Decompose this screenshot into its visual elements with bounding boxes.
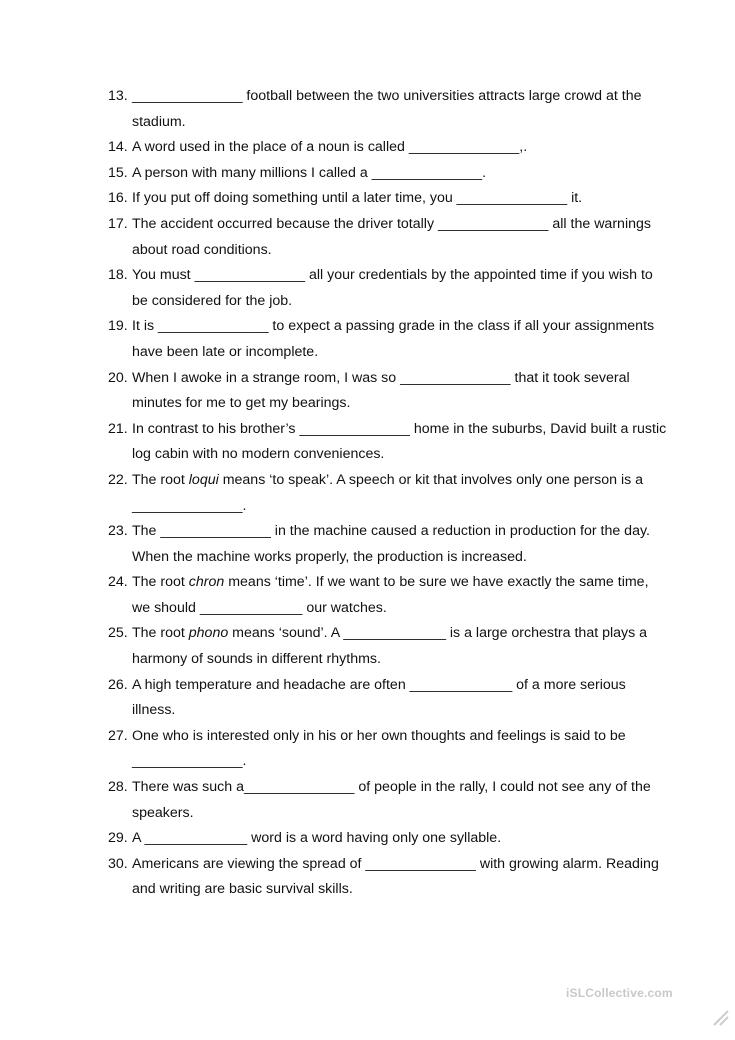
question-number: 18.: [108, 267, 128, 284]
question-text: When I awoke in a strange room, I was so ______________ that it took several minutes for me to get my bearings.: [132, 369, 630, 412]
question-26: [108, 673, 668, 724]
question-number: 16.: [108, 190, 128, 207]
question-number: 15.: [108, 164, 128, 181]
question-29: [108, 826, 668, 852]
watermark-text: iSLCollective.com: [566, 986, 673, 1000]
root-word: loqui: [188, 471, 219, 488]
question-20: [108, 366, 668, 417]
question-number: 19.: [108, 318, 128, 335]
corner-decoration-icon: [711, 1008, 731, 1028]
question-text-after: means ‘time’. If we want to be sure we have exactly the same time, we should _____________ our watches.: [132, 574, 649, 616]
question-text: There was such a______________ of people in the rally, I could not see any of the speakers.: [132, 779, 651, 821]
question-text-before: The root: [132, 471, 189, 488]
question-number: 17.: [108, 215, 128, 232]
question-number: 23.: [108, 523, 128, 540]
question-text: It is ______________ to expect a passing grade in the class if all your assignments have been late or incomplete.: [132, 318, 655, 360]
question-number: 24.: [108, 574, 128, 591]
question-number: 29.: [108, 830, 128, 847]
root-word: chron: [188, 574, 225, 591]
question-text: [132, 570, 668, 621]
question-text-after: means ‘sound’. A _____________ is a large orchestra that plays a harmony of sounds in different rhythms.: [132, 625, 648, 668]
question-text-before: The root: [132, 574, 189, 591]
question-text-after: means ‘to speak’. A speech or kit that involves only one person is a ______________.: [132, 471, 644, 514]
question-text: If you put off doing something until a later time, you ______________ it.: [132, 190, 583, 207]
question-number: 26.: [108, 676, 128, 693]
question-text: ______________ football between the two universities attracts large crowd at the stadium.: [132, 88, 642, 130]
question-text: [132, 468, 668, 519]
question-22: [108, 468, 668, 519]
question-text: You must ______________ all your credentials by the appointed time if you wish to be considered for the job.: [132, 267, 653, 309]
question-15: [108, 161, 668, 187]
question-text: Americans are viewing the spread of ______________ with growing alarm. Reading and writing are basic survival skills.: [132, 855, 659, 898]
question-18: [108, 263, 668, 314]
question-text: [132, 621, 668, 672]
question-16: [108, 186, 668, 212]
question-14: [108, 135, 668, 161]
question-19: [108, 314, 668, 365]
question-text: A person with many millions I called a ______________.: [132, 164, 487, 181]
question-number: 27.: [108, 727, 128, 744]
question-17: [108, 212, 668, 263]
question-23: [108, 519, 668, 570]
root-word: phono: [188, 625, 229, 642]
question-number: 25.: [108, 625, 128, 642]
question-27: [108, 724, 668, 775]
question-text: One who is interested only in his or her own thoughts and feelings is said to be ______________.: [132, 727, 626, 770]
question-28: [108, 775, 668, 826]
question-24: [108, 570, 668, 621]
question-number: 14.: [108, 139, 128, 156]
question-text: The ______________ in the machine caused a reduction in production for the day. When the machine works properly, the production is increased.: [132, 523, 650, 565]
question-text: The accident occurred because the driver totally ______________ all the warnings about road conditions.: [132, 215, 651, 258]
question-30: [108, 852, 668, 903]
question-text-before: The root: [132, 625, 189, 642]
question-number: 28.: [108, 779, 128, 796]
question-13: [108, 84, 668, 135]
question-25: [108, 621, 668, 672]
question-list: [108, 84, 668, 903]
question-text: A high temperature and headache are often _____________ of a more serious illness.: [132, 676, 626, 719]
question-number: 30.: [108, 855, 128, 872]
question-number: 22.: [108, 471, 128, 488]
question-text: In contrast to his brother’s ______________ home in the suburbs, David built a rustic log cabin with no modern conveniences.: [132, 420, 667, 463]
question-21: [108, 417, 668, 468]
question-number: 21.: [108, 420, 128, 437]
question-number: 20.: [108, 369, 128, 386]
question-number: 13.: [108, 88, 128, 104]
question-text: A word used in the place of a noun is called ______________,.: [132, 139, 528, 156]
question-text: A _____________ word is a word having only one syllable.: [132, 830, 502, 847]
